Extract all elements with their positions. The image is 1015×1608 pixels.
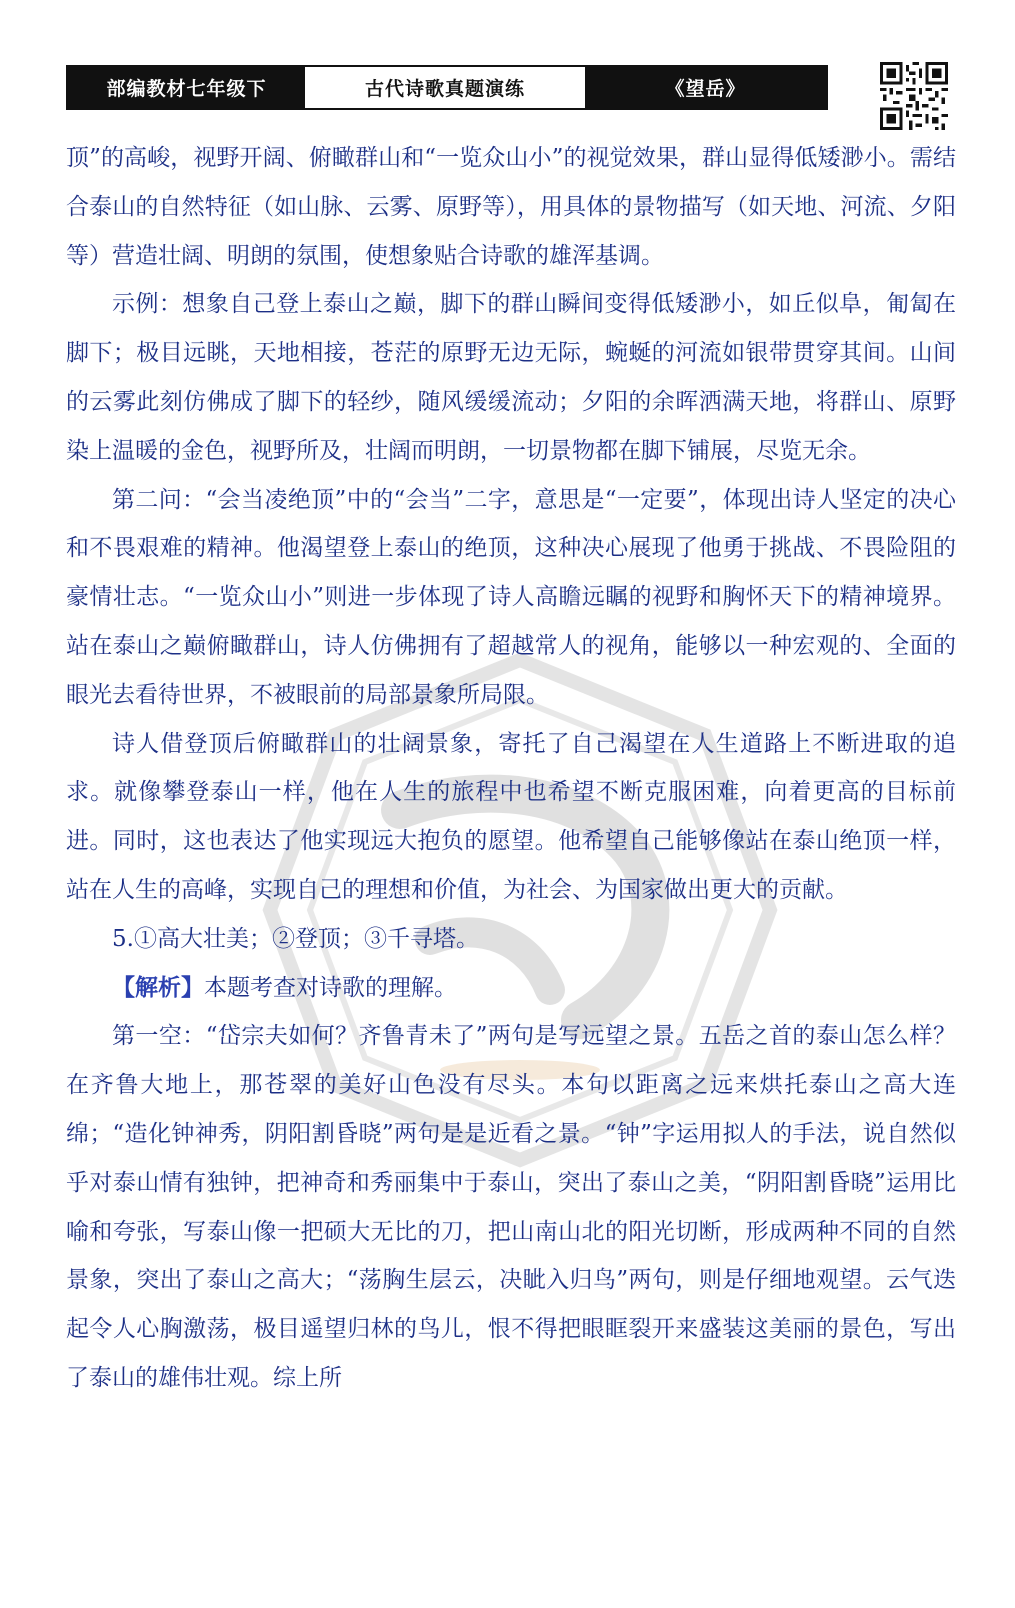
header-section-title: 古代诗歌真题演练 (305, 67, 585, 108)
paragraph: 顶”的高峻，视野开阔、俯瞰群山和“一览众山小”的视觉效果，群山显得低矮渺小。需结合泰山的自然特征（如山脉、云雾、原野等），用具体的景物描写（如天地、河流、夕阳等）营造壮阔、明朗的氛围，使想象贴合诗歌的雄浑基调。 (66, 145, 956, 269)
header-grade-label: 部编教材七年级下 (68, 67, 305, 108)
header-poem-title: 《望岳》 (585, 67, 826, 108)
analysis-line (66, 964, 956, 1013)
document-body (66, 134, 956, 1403)
document-header (66, 65, 828, 110)
paragraph: 第二问：“会当凌绝顶”中的“会当”二字，意思是“一定要”，体现出诗人坚定的决心和不畏艰难的精神。他渴望登上泰山的绝顶，这种决心展现了他勇于挑战、不畏险阻的豪情壮志。“一览众山小”则进一步体现了诗人高瞻远瞩的视野和胸怀天下的精神境界。站在泰山之巅俯瞰群山，诗人仿佛拥有了超越常人的视角，能够以一种宏观的、全面的眼光去看待世界，不被眼前的局部景象所局限。 (66, 486, 956, 708)
qr-code-icon (880, 62, 948, 130)
analysis-tag: 【解析】 (112, 973, 204, 1001)
paragraph: 示例：想象自己登上泰山之巅，脚下的群山瞬间变得低矮渺小，如丘似阜，匍匐在脚下；极目远眺，天地相接，苍茫的原野无边无际，蜿蜒的河流如银带贯穿其间。山间的云雾此刻仿佛成了脚下的轻纱，随风缓缓流动；夕阳的余晖洒满天地，将群山、原野染上温暖的金色，视野所及，壮阔而明朗，一切景物都在脚下铺展，尽览无余。 (66, 291, 956, 464)
analysis-text: 本题考查对诗歌的理解。 (204, 974, 457, 1001)
paragraph: 第一空：“岱宗夫如何？齐鲁青未了”两句是写远望之景。五岳之首的泰山怎么样？在齐鲁大地上，那苍翠的美好山色没有尽头。本句以距离之远来烘托泰山之高大连绵；“造化钟神秀，阴阳割昏晓”两句是是近看之景。“钟”字运用拟人的手法，说自然似乎对泰山情有独钟，把神奇和秀丽集中于泰山，突出了泰山之美，“阴阳割昏晓”运用比喻和夸张，写泰山像一把硕大无比的刀，把山南山北的阳光切断，形成两种不同的自然景象，突出了泰山之高大；“荡胸生层云，决眦入归鸟”两句，则是仔细地观望。云气迭起令人心胸激荡，极目遥望归林的鸟儿，恨不得把眼眶裂开来盛装这美丽的景色，写出了泰山的雄伟壮观。综上所 (66, 1023, 956, 1391)
paragraph: 诗人借登顶后俯瞰群山的壮阔景象，寄托了自己渴望在人生道路上不断进取的追求。就像攀登泰山一样，他在人生的旅程中也希望不断克服困难，向着更高的目标前进。同时，这也表达了他实现远大抱负的愿望。他希望自己能够像站在泰山绝顶一样，站在人生的高峰，实现自己的理想和价值，为社会、为国家做出更大的贡献。 (66, 730, 956, 903)
answer-line: 5.①高大壮美；②登顶；③千寻塔。 (112, 925, 479, 952)
